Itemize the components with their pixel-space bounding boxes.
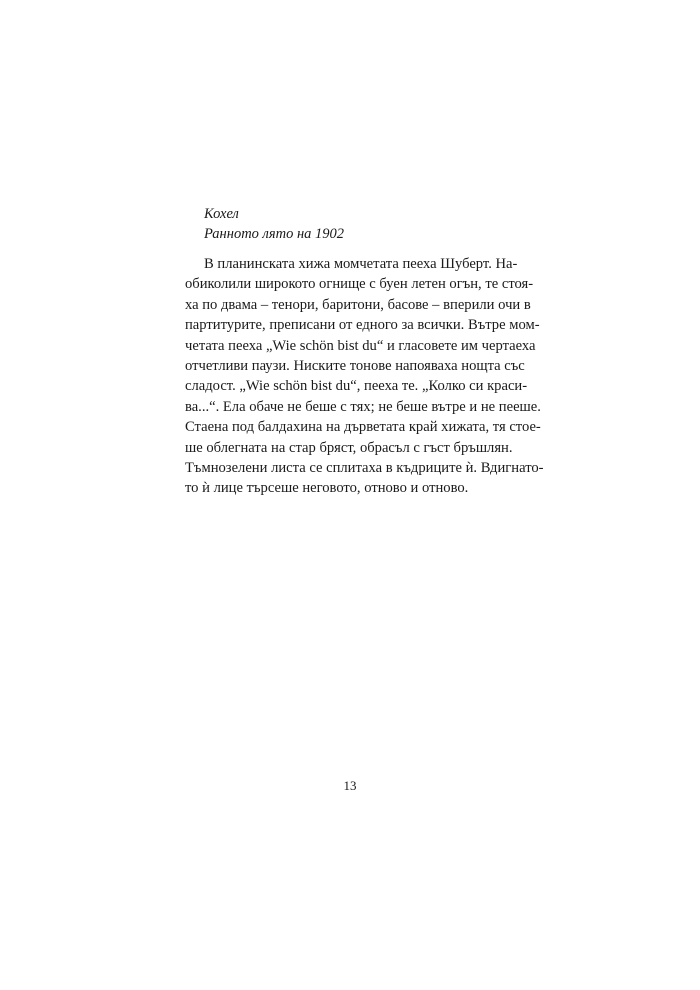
paragraph-line: обиколили широкото огнище с буен летен огън, те стоя-: [185, 276, 534, 293]
body-paragraph: [185, 254, 544, 499]
paragraph-line: Тъмнозелени листа се сплитаха в къдриците ѝ. Вдигнато-: [185, 459, 544, 476]
paragraph-line: сладост. „Wie schön bist du“, пееха те. „Колко си краси-: [185, 378, 528, 395]
paragraph-line: ва...“. Ела обаче не беше с тях; не беше вътре и не пееше.: [185, 398, 541, 415]
paragraph-line: партитурите, преписани от едного за всички. Вътре мом-: [185, 317, 540, 334]
paragraph-line: В планинската хижа момчетата пееха Шуберт. На-: [204, 256, 518, 272]
heading-place: Кохел: [204, 206, 239, 222]
paragraph-line: ше облегната на стар бряст, обрасъл с гъст бръшлян.: [185, 439, 513, 456]
chapter-heading: [204, 204, 344, 244]
paragraph-line: то ѝ лице търсеше неговото, отново и отново.: [185, 480, 469, 497]
heading-date: Ранното лято на 1902: [204, 226, 345, 242]
paragraph-line: отчетливи паузи. Ниските тонове напояваха нощта със: [185, 357, 525, 374]
paragraph-line: четата пееха „Wie schön bist du“ и гласовете им чертаеха: [185, 337, 536, 354]
page-number: 13: [343, 778, 357, 793]
paragraph-line: Стаена под балдахина на дърветата край хижата, тя стое-: [185, 419, 541, 436]
paragraph-line: ха по двама – тенори, баритони, басове – вперили очи в: [185, 296, 531, 313]
